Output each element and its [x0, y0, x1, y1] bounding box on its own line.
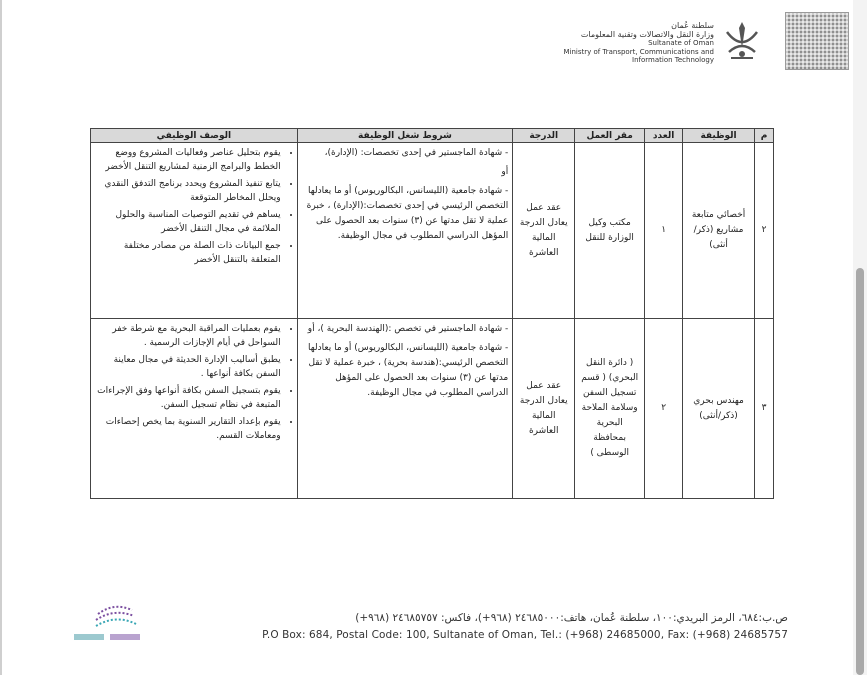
- row-num: ٢: [755, 143, 774, 319]
- condition-line: - شهادة جامعية (الليسانس، البكالوريوس) أو ما يعادلها التخصص الرئيسي في إحدى تخصصات:(الإدارة) ، خبرة عملية لا تقل مدتها عن (٣) سنوات بعد الحصول على المؤهل الدراسي المطلوب في مجال الوظيفة.: [306, 186, 509, 241]
- row-description: [91, 143, 298, 319]
- condition-line: - شهادة الماجستير في تخصص :(الهندسة البحرية )، أو: [307, 324, 509, 334]
- row-conditions: [297, 143, 513, 319]
- description-item: • يتابع تنفيذ المشروع ويحدد برنامج التدفق النقدي ويحلل المخاطر المتوقعة: [95, 177, 281, 205]
- green-mobility-logo-icon: [74, 600, 152, 646]
- scrollbar-thumb[interactable]: [856, 268, 864, 675]
- description-item: • يقوم بتحليل عناصر وفعاليات المشروع ووضع الخطط والبرامج الزمنية لمشاريع التنقل الأخضر: [95, 146, 281, 174]
- description-item: • يساهم في تقديم التوصيات المناسبة والحلول الملائمة في مجال التنقل الأخضر: [95, 208, 281, 236]
- ministry-name-en-3: Information Technology: [632, 56, 714, 65]
- col-header-num: م: [755, 129, 774, 143]
- row-grade: عقد عمل يعادل الدرجة المالية العاشرة: [513, 319, 575, 499]
- col-header-conditions: شروط شغل الوظيفة: [297, 129, 513, 143]
- row-grade: عقد عمل يعادل الدرجة المالية العاشرة: [513, 143, 575, 319]
- description-item: • يقوم بتسجيل السفن بكافة أنواعها وفق الإجراءات المتبعة في نظام تسجيل السفن.: [95, 384, 281, 412]
- description-item: • يطبق أساليب الإدارة الحديثة في مجال معاينة السفن بكافة أنواعها .: [95, 353, 281, 381]
- col-header-location: مقر العمل: [575, 129, 645, 143]
- row-count: ٢: [645, 319, 683, 499]
- ministry-name-en-1: Sultanate of Oman: [648, 39, 714, 48]
- col-header-job: الوظيفة: [683, 129, 755, 143]
- description-item: • يقوم بعمليات المراقبة البحرية مع شرطة خفر السواحل في أيام الإجازات الرسمية .: [95, 322, 281, 350]
- row-job-title: أخصائي متابعة مشاريع (ذكر/أنثى): [683, 143, 755, 319]
- ministry-name-ar-2: وزارة النقل والاتصالات وتقنية المعلومات: [580, 29, 714, 39]
- row-conditions: [297, 319, 513, 499]
- table-row: [91, 319, 774, 499]
- description-item: • جمع البيانات ذات الصلة من مصادر مختلفة المتعلقة بالتنقل الأخضر: [95, 239, 281, 267]
- col-header-description: الوصف الوظيفي: [91, 129, 298, 143]
- ministry-name-ar-1: سلطنة عُمان: [671, 21, 714, 30]
- ministry-name-en-2: Ministry of Transport, Communications and: [563, 47, 714, 56]
- table-header-row: [91, 129, 774, 143]
- qr-code: [785, 12, 849, 70]
- table-row: [91, 143, 774, 319]
- row-description: [91, 319, 298, 499]
- condition-line: - شهادة جامعية (الليسانس، البكالوريوس) أو ما يعادلها التخصص الرئيسي:(هندسة بحرية) ، خبرة عملية لا تقل مدتها عن (٣) سنوات بعد الحصول على المؤهل الدراسي المطلوب في مجال الوظيفة.: [308, 343, 509, 398]
- oman-emblem-icon: [719, 18, 765, 66]
- condition-line: - شهادة الماجستير في إحدى تخصصات: (الإدارة)،: [324, 148, 509, 158]
- row-count: ١: [645, 143, 683, 319]
- row-num: ٣: [755, 319, 774, 499]
- ministry-name-block: [538, 22, 714, 65]
- vertical-scrollbar[interactable]: [853, 0, 867, 675]
- col-header-grade: الدرجة: [513, 129, 575, 143]
- condition-line: أو: [501, 167, 509, 177]
- footer-address-ar: ص.ب:٦٨٤، الرمز البريدي:١٠٠، سلطنة عُمان، هاتف:٢٤٦٨٥٠٠٠ (٩٦٨+)، فاكس: ٢٤٦٨٥٧٥٧ (٩٦٨+): [355, 612, 788, 624]
- footer-address-en: P.O Box: 684, Postal Code: 100, Sultanate of Oman, Tel.: (+968) 24685000, Fax: (+968) 24685757: [262, 629, 788, 641]
- row-job-title: مهندس بحري (ذكر/أنثى): [683, 319, 755, 499]
- row-location: ( دائرة النقل البحري) ( قسم تسجيل السفن وسلامة الملاحة البحرية بمحافظة الوسطى ): [575, 319, 645, 499]
- description-item: • يقوم بإعداد التقارير السنوية بما يخص إحصاءات ومعاملات القسم.: [95, 415, 281, 443]
- jobs-table: [90, 128, 774, 499]
- row-location: مكتب وكيل الوزارة للنقل: [575, 143, 645, 319]
- col-header-count: العدد: [645, 129, 683, 143]
